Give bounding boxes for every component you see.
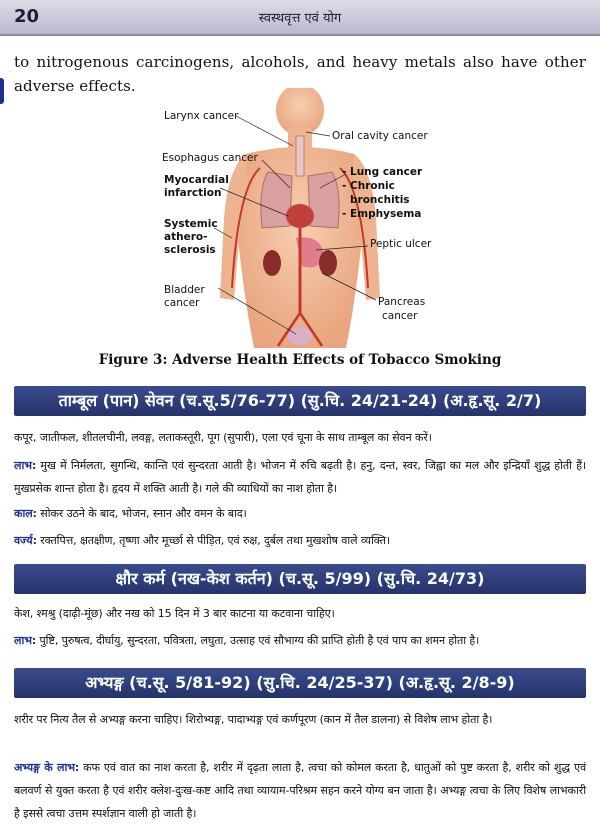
kaal-term: काल: (14, 507, 37, 520)
trachea-shape (296, 136, 304, 176)
page-edge-tab (0, 78, 4, 104)
label-pancreas: Pancreas (378, 296, 426, 308)
label-systemic: Systemic (164, 218, 218, 230)
label-lung-cancer: - Lung cancer (342, 166, 423, 178)
bladder-shape (288, 327, 312, 345)
labh-text: कफ एवं वात का नाश करता है, शरीर में दृढ़ता लाता है, त्वचा को कोमल करता है, धातुओं को पुष्ट करता है, शरीर को शुद्ध एवं बलवर्ण से युक्त करता है एवं शरीर क्लेश-दुःख-कष्ट आदि तथा व्यायाम-परिश्रम सहन करने योग्य बन जाता है। अभ्यङ्ग त्वचा के लिए विशेष लाभकारी है इससे त्वचा उत्तम स्पर्शज्ञान वाली हो जाती है। (14, 761, 586, 820)
varjya-term: वर्ज्य: (14, 534, 37, 547)
label-oral-cavity: Oral cavity cancer (332, 130, 428, 142)
kshaur-labh (14, 629, 586, 652)
figure-caption: Figure 3: Adverse Health Effects of Tobacco Smoking (98, 352, 502, 368)
running-title: स्वस्थवृत्त एवं योग (258, 11, 342, 26)
labh-term: अभ्यङ्ग के लाभ: (14, 761, 80, 774)
intro-paragraph: to nitrogenous carcinogens, alcohols, and heavy metals also have other adverse effects. (14, 53, 586, 95)
kaal-text: सोकर उठने के बाद, भोजन, स्नान और वमन के बाद। (36, 507, 247, 520)
tambool-intro: कपूर, जातीफल, शीतलचीनी, लवङ्ग, लताकस्तूरी, पूग (सुपारी), एला एवं चूना के साथ ताम्बूल का सेवन करें। (14, 431, 432, 444)
abhyang-labh (14, 756, 586, 825)
tambool-kaal (14, 502, 586, 525)
label-chronic: - Chronic (342, 180, 395, 192)
right-kidney-shape (319, 250, 337, 276)
labh-text: मुख में निर्मलता, सुगन्धि, कान्ति एवं सुन्दरता आती है। भोजन में रुचि बढ़ती है। हनु, दन्त, स्वर, जिह्वा का मल और इन्द्रियाँ शुद्ध होती हैं। मुखप्रसेक शान्त होता है। हृदय में शक्ति आती है। गले की व्याधियों का नाश होता है। (14, 459, 586, 495)
label-peptic-ulcer: Peptic ulcer (370, 238, 432, 250)
label-esophagus: Esophagus cancer (162, 152, 258, 164)
abhyang-intro: शरीर पर नित्य तैल से अभ्यङ्ग करना चाहिए। शिरोभ्यङ्ग, पादाभ्यङ्ग एवं कर्णपूरण (कान में तैल डालना) से विशेष लाभ होता है। (14, 713, 493, 726)
page-header (0, 0, 600, 36)
varjya-text: रक्तपित्त, क्षतक्षीण, तृष्णा और मूर्च्छा से पीड़ित, एवं रुक्ष, दुर्बल तथा मुखशोष वाले व्यक्ति। (36, 534, 390, 547)
label-sclerosis: sclerosis (164, 244, 216, 256)
label-bronchitis: bronchitis (350, 194, 410, 206)
tambool-varjya (14, 529, 586, 552)
labh-term: लाभ: (14, 459, 37, 472)
heart-shape (286, 204, 314, 228)
label-pancreas-cancer: cancer (382, 310, 418, 322)
label-bladder: Bladder (164, 284, 205, 296)
section-heading-abhyang: अभ्यङ्ग (च.सू. 5/81-92) (सु.चि. 24/25-37) (अ.हृ.सू. 2/8-9) (14, 668, 586, 698)
kshaur-intro: केश, श्मश्रु (दाढ़ी-मूंछ) और नख को 15 दिन में 3 बार काटना या कटवाना चाहिए। (14, 607, 335, 620)
label-larynx: Larynx cancer (164, 110, 239, 122)
labh-text: पुष्टि, पुरुषत्व, दीर्घायु, सुन्दरता, पवित्रता, लघुता, उत्साह एवं सौभाग्य की प्राप्ति होती है एवं पाप का शमन होता है। (36, 634, 480, 647)
label-athero: athero- (164, 231, 208, 243)
section-heading-tambool: ताम्बूल (पान) सेवन (च.सू.5/76-77) (सु.चि. 24/21-24) (अ.हृ.सू. 2/7) (14, 386, 586, 416)
left-kidney-shape (263, 250, 281, 276)
label-infarction: infarction (164, 187, 222, 199)
section-heading-kshaur: क्षौर कर्म (नख-केश कर्तन) (च.सू. 5/99) (सु.चि. 24/73) (14, 564, 586, 594)
labh-term: लाभ: (14, 634, 37, 647)
label-bladder-cancer: cancer (164, 297, 200, 309)
label-emphysema: - Emphysema (342, 208, 422, 220)
label-myocardial: Myocardial (164, 174, 229, 186)
tambool-labh (14, 454, 586, 500)
page-number: 20 (14, 6, 40, 27)
anatomy-figure (150, 88, 450, 348)
